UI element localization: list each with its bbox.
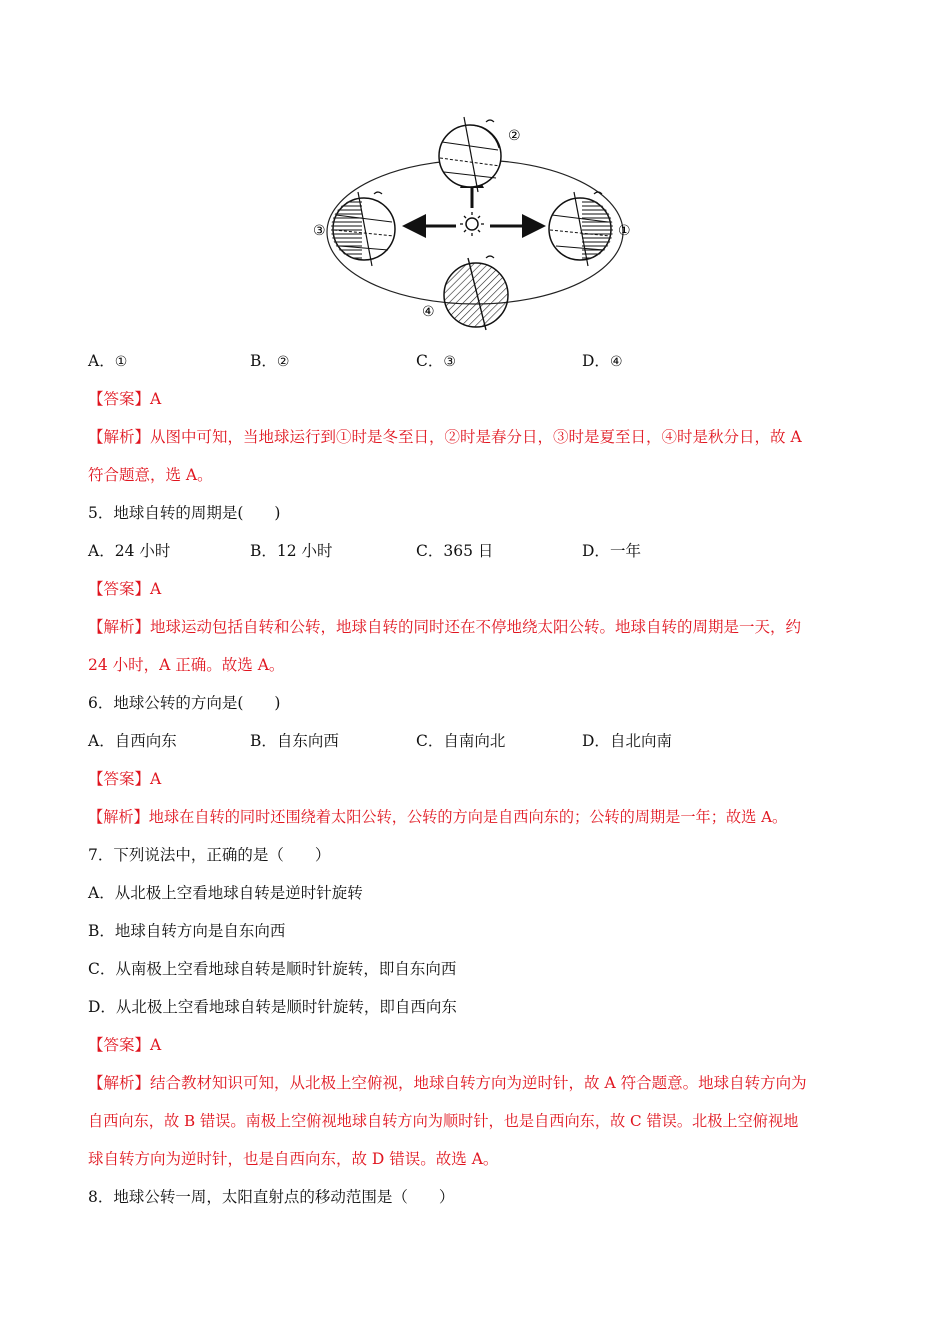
label-4: ④ [422,304,435,320]
q5-stem: 5．地球自转的周期是( ) [88,504,281,522]
earth-position-1 [549,192,613,266]
q5-option-c: C．365 日 [416,542,494,560]
q7-analysis-line-3: 球自转方向为逆时针，也是自西向东，故 D 错误。故选 A。 [88,1150,499,1168]
q5-option-b: B．12 小时 [250,542,333,560]
q7-option-b: B．地球自转方向是自东向西 [88,922,286,940]
q6-stem: 6．地球公转的方向是( ) [88,694,281,712]
q4-analysis-line-1: 【解析】从图中可知，当地球运行到①时是冬至日，②时是春分日，③时是夏至日，④时是秋分日，故 A [88,428,802,446]
q7-option-c: C．从南极上空看地球自转是顺时针旋转，即自东向西 [88,960,457,978]
q7-option-d: D．从北极上空看地球自转是顺时针旋转，即自西向东 [88,998,457,1016]
q4-analysis-line-2: 符合题意，选 A。 [88,466,213,484]
q5-analysis-line-2: 24 小时，A 正确。故选 A。 [88,656,285,674]
q4-answer: 【答案】A [88,390,162,408]
q5-option-d: D．一年 [582,542,641,560]
q4-option-b: B．② [250,352,290,370]
earth-position-2 [439,117,501,192]
q6-option-b: B．自东向西 [250,732,339,750]
earth-position-4 [444,256,508,330]
q4-option-d: D．④ [582,352,623,370]
q4-option-c: C．③ [416,352,456,370]
q4-option-a: A．① [88,352,128,370]
earth-revolution-diagram [300,112,650,337]
label-3: ③ [313,223,326,239]
sun-icon [460,212,484,236]
label-1: ① [618,223,631,239]
q7-analysis-line-2: 自西向东，故 B 错误。南极上空俯视地球自转方向为顺时针，也是自西向东，故 C 错误。北极上空俯视地 [88,1112,799,1130]
q5-analysis-line-1: 【解析】地球运动包括自转和公转，地球自转的同时还在不停地绕太阳公转。地球自转的周期是一天，约 [88,618,802,636]
q5-answer: 【答案】A [88,580,162,598]
q7-analysis-line-1: 【解析】结合教材知识可知，从北极上空俯视，地球自转方向为逆时针，故 A 符合题意。地球自转方向为 [88,1074,807,1092]
q6-analysis-line-1: 【解析】地球在自转的同时还围绕着太阳公转，公转的方向是自西向东的；公转的周期是一年；故选 A。 [88,808,788,826]
q5-option-a: A．24 小时 [88,542,171,560]
q6-option-a: A．自西向东 [88,732,177,750]
q6-option-c: C．自南向北 [416,732,506,750]
earth-position-3 [331,192,395,266]
q7-answer: 【答案】A [88,1036,162,1054]
label-2: ② [508,128,521,144]
q6-answer: 【答案】A [88,770,162,788]
q7-stem: 7．下列说法中，正确的是（ ） [88,846,331,864]
q8-stem: 8．地球公转一周，太阳直射点的移动范围是（ ） [88,1188,455,1206]
q7-option-a: A．从北极上空看地球自转是逆时针旋转 [88,884,363,902]
q6-option-d: D．自北向南 [582,732,672,750]
